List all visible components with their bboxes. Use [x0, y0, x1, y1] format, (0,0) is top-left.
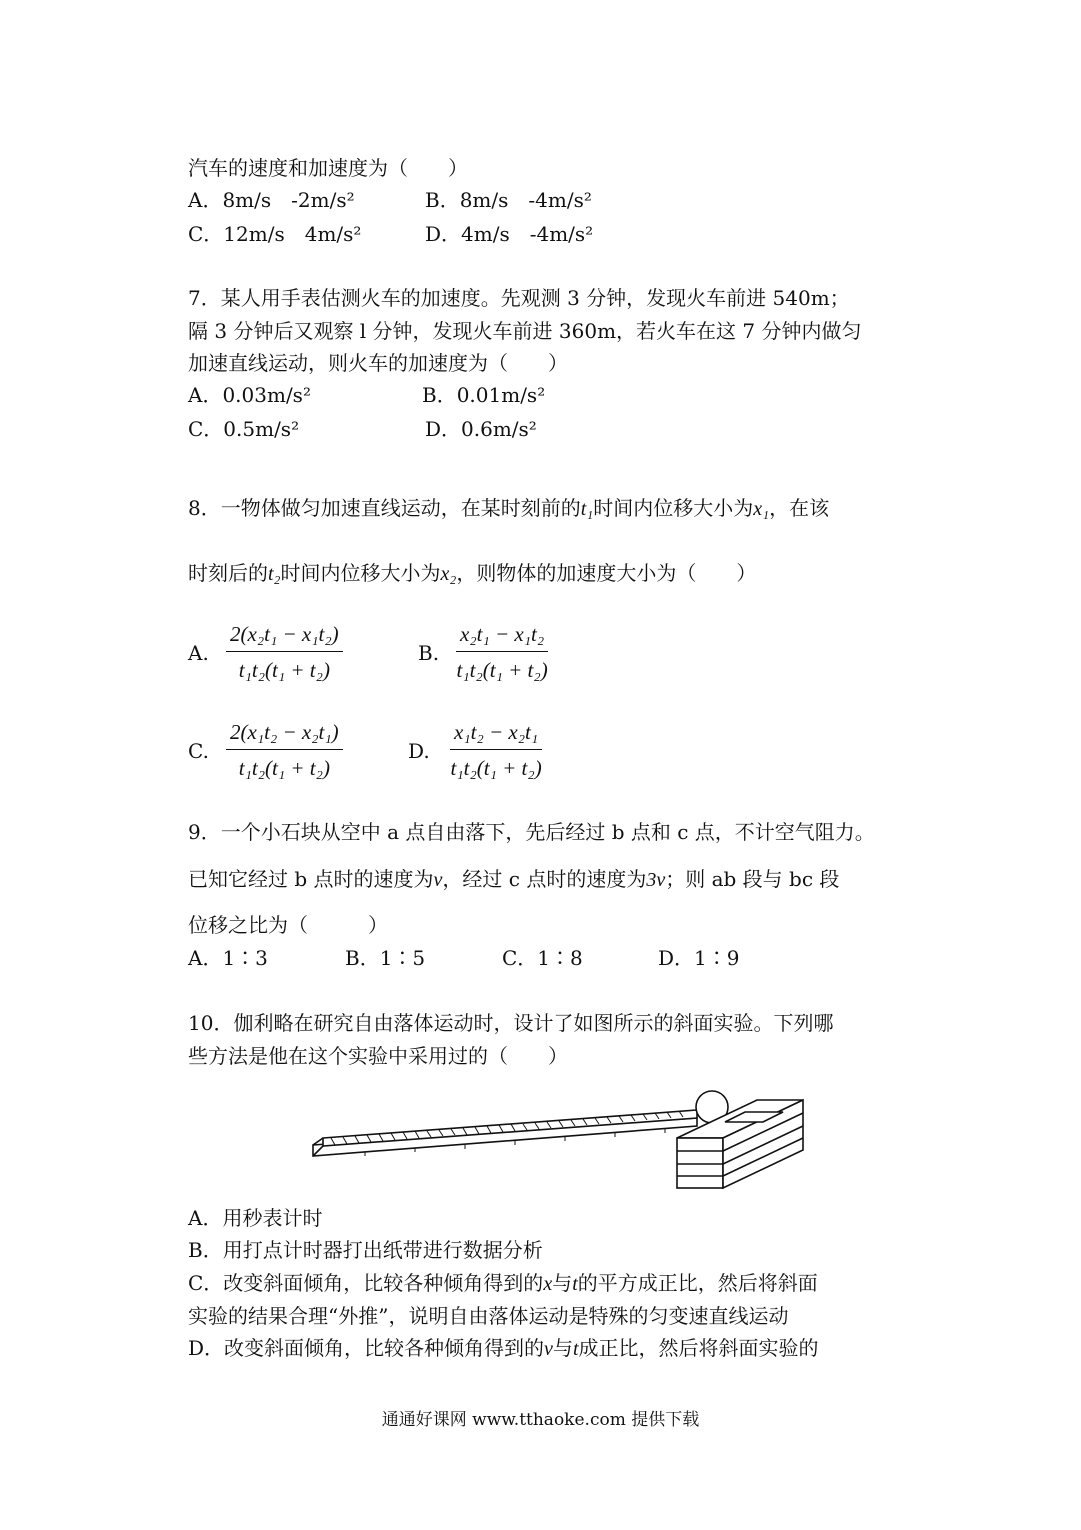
- q8-option-b-label: B.: [418, 641, 440, 665]
- q8-option-c-label: C.: [188, 739, 209, 763]
- page-footer: 通通好课网 www.tthaoke.com 提供下载: [381, 1410, 700, 1430]
- q10-option-d-line-1: D．改变斜面倾角，比较各种倾角得到的v与t成正比，然后将斜面实验的: [188, 1336, 819, 1360]
- x-symbol: x: [543, 1273, 553, 1295]
- q10-option-c-line-2: 实验的结果合理“外推”，说明自由落体运动是特殊的匀变速直线运动: [188, 1304, 789, 1328]
- q7-option-b: B．0.01m/s²: [422, 383, 546, 407]
- q10-line-2: 些方法是他在这个实验中采用过的（ ）: [188, 1044, 568, 1068]
- q9-line-3: 位移之比为（ ）: [188, 913, 388, 937]
- q9-line-2: 已知它经过 b 点时的速度为v，经过 c 点时的速度为3v；则 ab 段与 bc 段: [188, 867, 840, 891]
- v-symbol: v: [433, 869, 443, 891]
- q10-option-c-line-1: C．改变斜面倾角，比较各种倾角得到的x与t的平方成正比，然后将斜面: [188, 1271, 818, 1295]
- t-symbol: t: [572, 1338, 579, 1360]
- q10-line-1: 10．伽利略在研究自由落体运动时，设计了如图所示的斜面实验。下列哪: [188, 1011, 834, 1035]
- q7-line-1: 7．某人用手表估测火车的加速度。先观测 3 分钟，发现火车前进 540m；: [188, 286, 850, 310]
- q9-option-a: A．1∶3: [188, 946, 268, 970]
- q9-option-c: C．1∶8: [502, 946, 583, 970]
- q7-line-3: 加速直线运动，则火车的加速度为（ ）: [188, 351, 568, 375]
- q7-option-d: D．0.6m/s²: [425, 417, 537, 441]
- q8-line-2: 时刻后的t₂时间内位移大小为x₂，则物体的加速度大小为（ ）: [188, 561, 757, 585]
- q10-option-b: B．用打点计时器打出纸带进行数据分析: [188, 1238, 543, 1262]
- q7-option-c: C．0.5m/s²: [188, 417, 300, 441]
- incline-experiment-figure: [305, 1090, 810, 1192]
- q9-line-1: 9．一个小石块从空中 a 点自由落下，先后经过 b 点和 c 点，不计空气阻力。: [188, 820, 875, 844]
- q8-option-a-label: A.: [188, 641, 209, 665]
- q8-line-1: 8．一物体做匀加速直线运动，在某时刻前的t₁时间内位移大小为x₁，在该: [188, 496, 830, 520]
- t1-symbol: t₁: [580, 498, 594, 520]
- q6-option-c: C．12m/s 4m/s²: [188, 222, 362, 246]
- t-symbol: t: [572, 1273, 578, 1295]
- q8-option-d-fraction: $\frac{\text{x₁t₂ − x₂t₁}}{\text{t₁t₂(t₁ + t₂)}}$: [450, 720, 542, 780]
- q6-option-b: B．8m/s -4m/s²: [425, 188, 592, 212]
- t2-symbol: t₂: [268, 563, 281, 585]
- v-symbol: v: [544, 1338, 553, 1360]
- 3v-symbol: 3v: [646, 869, 666, 891]
- q9-option-d: D．1∶9: [658, 946, 740, 970]
- q8-option-c-fraction: $\frac{\text{2(x₁t₂ − x₂t₁)}}{\text{t₁t₂(t₁ + t₂)}}$: [226, 720, 343, 781]
- q7-option-a: A．0.03m/s²: [188, 383, 311, 407]
- q6-option-a: A．8m/s -2m/s²: [188, 188, 355, 212]
- q9-option-b: B．1∶5: [345, 946, 426, 970]
- q6-stem: 汽车的速度和加速度为（ ）: [188, 156, 468, 180]
- q6-option-d: D．4m/s -4m/s²: [425, 222, 594, 246]
- q8-option-b-fraction: $\frac{\text{x₂t₁ − x₁t₂}}{\text{t₁t₂(t₁ + t₂)}}$: [456, 622, 548, 682]
- q7-line-2: 隔 3 分钟后又观察 l 分钟，发现火车前进 360m，若火车在这 7 分钟内做匀: [188, 319, 862, 343]
- q8-option-a-fraction: $\frac{\text{2(x₂t₁ − x₁t₂)}}{\text{t₁t₂(t₁ + t₂)}}$: [226, 622, 343, 683]
- x2-symbol: x₂: [440, 563, 457, 585]
- q10-option-a: A．用秒表计时: [188, 1206, 323, 1230]
- x1-symbol: x₁: [753, 498, 770, 520]
- q8-option-d-label: D.: [408, 739, 430, 763]
